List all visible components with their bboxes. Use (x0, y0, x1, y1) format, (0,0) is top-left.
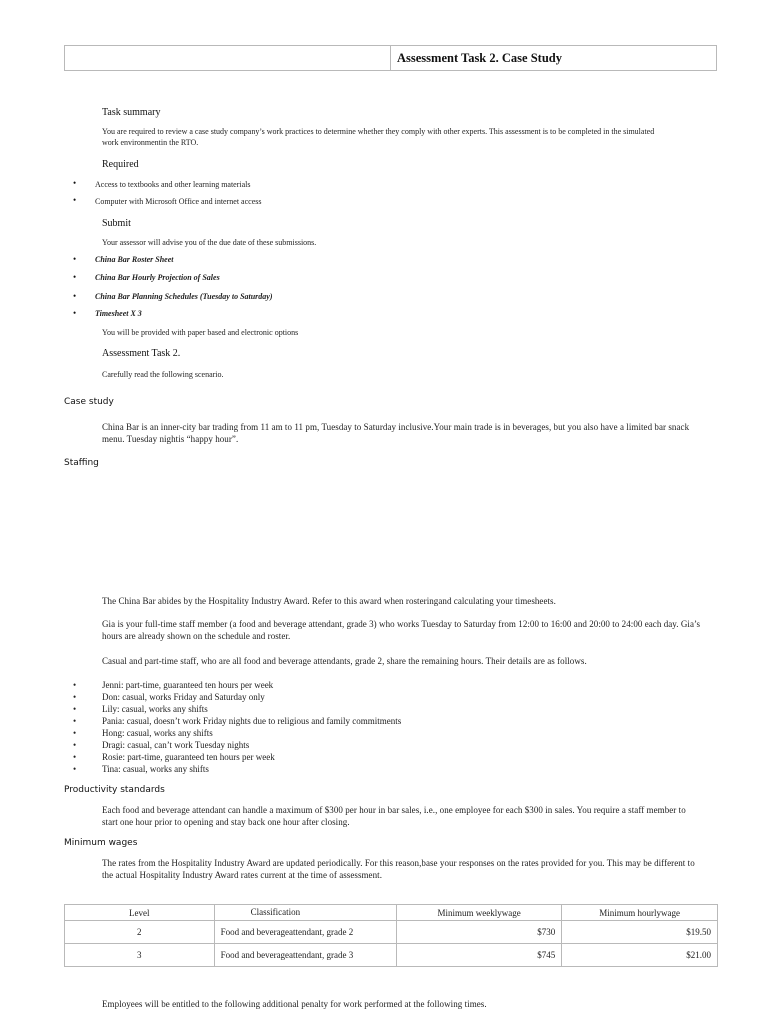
task-summary-text: You are required to review a case study company’s work practices to determine whether they comply with other experts. This assessment is to be completed in the simulated work environmentin the RTO. (102, 127, 655, 147)
required-item: Computer with Microsoft Office and internet access (95, 197, 262, 206)
table-cell: $21.00 (562, 944, 718, 967)
staff-item-label: Rosie: part-time, guaranteed ten hours per week (102, 752, 275, 762)
submit-item: Timesheet X 3 (95, 309, 142, 318)
bullet-icon: • (73, 728, 77, 738)
bullet-icon: • (73, 272, 77, 282)
list-item (73, 679, 401, 691)
bullet-icon: • (73, 291, 77, 301)
required-heading: Required (102, 159, 139, 170)
header-divider (390, 45, 391, 71)
bullet-icon: • (73, 680, 77, 690)
column-header: Minimum weeklywage (397, 905, 562, 921)
submit-item: China Bar Roster Sheet (95, 255, 174, 264)
list-item (73, 751, 401, 763)
list-item (73, 739, 401, 751)
assessment-task-heading: Assessment Task 2. (102, 348, 181, 359)
bullet-icon: • (73, 752, 77, 762)
bullet-icon: • (73, 716, 77, 726)
list-item (73, 715, 401, 727)
table-cell: Food and beverageattendant, grade 3 (214, 944, 396, 967)
list-item (73, 763, 401, 775)
staff-item-label: Dragi: casual, can’t work Tuesday nights (102, 740, 250, 750)
award-text: The China Bar abides by the Hospitality Industry Award. Refer to this award when rosteringand calculating your timesheets. (102, 596, 556, 606)
table-row (65, 944, 718, 967)
table-cell: 3 (65, 944, 215, 967)
submit-heading: Submit (102, 218, 131, 229)
assessment-task-text: Carefully read the following scenario. (102, 370, 224, 379)
minimum-wages-text: The rates from the Hospitality Industry Award are updated periodically. For this reason,base your responses on the rates provided for you. This may be different to the actual Hospitality Industry Award rates current at the time of assessment. (102, 858, 695, 880)
table-row (65, 921, 718, 944)
bullet-icon: • (73, 254, 77, 264)
table-cell: $19.50 (562, 921, 718, 944)
column-header: Classification (214, 905, 396, 921)
table-header-row (65, 905, 718, 921)
bullet-icon: • (73, 704, 77, 714)
wages-table (64, 904, 718, 967)
staff-item-label: Don: casual, works Friday and Saturday only (102, 692, 265, 702)
bullet-icon: • (73, 764, 77, 774)
submit-note: You will be provided with paper based and electronic options (102, 328, 299, 337)
bullet-icon: • (73, 308, 77, 318)
page-title: Assessment Task 2. Case Study (397, 51, 562, 65)
staffing-heading: Staffing (64, 458, 99, 468)
staff-item-label: Jenni: part-time, guaranteed ten hours per week (102, 680, 274, 690)
table-cell: 2 (65, 921, 215, 944)
case-study-heading: Case study (64, 397, 114, 407)
task-summary-heading: Task summary (102, 107, 161, 118)
submit-item: China Bar Planning Schedules (Tuesday to Saturday) (95, 292, 273, 301)
case-study-text: China Bar is an inner-city bar trading from 11 am to 11 pm, Tuesday to Saturday inclusive.Your main trade is in beverages, but you also have a limited bar snack menu. Tuesday nightis “happy hour”. (102, 422, 690, 444)
bullet-icon: • (73, 178, 77, 188)
table-cell: $745 (397, 944, 562, 967)
bullet-icon: • (73, 195, 77, 205)
list-item (73, 703, 401, 715)
bullet-icon: • (73, 740, 77, 750)
footer-text: Employees will be entitled to the following additional penalty for work performed at the following times. (102, 999, 487, 1009)
list-item (73, 691, 401, 703)
list-item (73, 727, 401, 739)
bullet-icon: • (73, 692, 77, 702)
submit-item: China Bar Hourly Projection of Sales (95, 273, 220, 282)
staff-item-label: Lily: casual, works any shifts (102, 704, 208, 714)
table-cell: $730 (397, 921, 562, 944)
staff-item-label: Pania: casual, doesn’t work Friday nights due to religious and family commitments (102, 716, 402, 726)
gia-text: Gia is your full-time staff member (a food and beverage attendant, grade 3) who works Tuesday to Saturday from 12:00 to 16:00 and 20:00 to 24:00 each day. Gia’s hours are already shown on the schedule and roster. (102, 619, 701, 641)
table-cell: Food and beverageattendant, grade 2 (214, 921, 396, 944)
productivity-text: Each food and beverage attendant can handle a maximum of $300 per hour in bar sales, i.e., one employee for each $300 in sales. You require a staff member to start one hour prior to opening and stay back one hour after closing. (102, 805, 686, 827)
column-header: Level (65, 905, 215, 921)
column-header: Minimum hourlywage (562, 905, 718, 921)
required-item: Access to textbooks and other learning materials (95, 180, 251, 189)
minimum-wages-heading: Minimum wages (64, 838, 138, 848)
staff-list (73, 679, 401, 775)
staff-item-label: Tina: casual, works any shifts (102, 764, 209, 774)
staff-item-label: Hong: casual, works any shifts (102, 728, 213, 738)
productivity-heading: Productivity standards (64, 785, 165, 795)
casual-text: Casual and part-time staff, who are all food and beverage attendants, grade 2, share the remaining hours. Their details are as follows. (102, 656, 587, 666)
submit-text: Your assessor will advise you of the due date of these submissions. (102, 238, 317, 247)
